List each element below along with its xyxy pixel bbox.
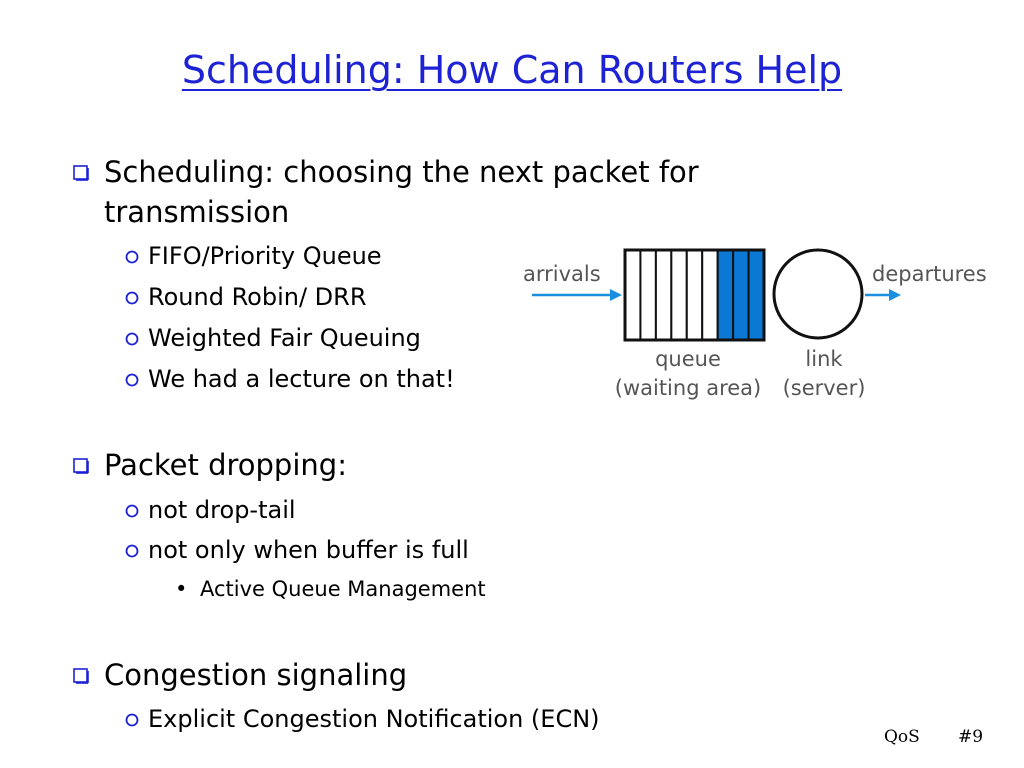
queue-slot-empty — [640, 250, 655, 340]
server-label: (server) — [782, 376, 866, 400]
bullet-scheduling — [104, 152, 699, 192]
subsub-item — [175, 576, 486, 602]
departures-arrow-icon — [865, 289, 901, 301]
bullet-congestion-label: Congestion signaling — [104, 658, 408, 692]
sub-item-label: We had a lecture on that! — [148, 365, 455, 393]
bullet-dropping — [104, 445, 347, 485]
queue-slot-filled — [749, 250, 764, 340]
hollow-circle-bullet-icon — [125, 504, 139, 518]
hollow-circle-bullet-icon — [125, 713, 139, 727]
sub-item-label: Round Robin/ DRR — [148, 283, 367, 311]
sub-item — [148, 704, 600, 734]
sub-item-label: FIFO/Priority Queue — [148, 242, 382, 270]
link-server-circle — [774, 250, 862, 338]
queue-diagram — [510, 238, 1000, 410]
arrivals-arrow-icon — [532, 289, 622, 301]
sub-item — [148, 364, 455, 394]
subsub-item-label: Active Queue Management — [200, 577, 486, 601]
sub-item — [148, 495, 296, 525]
queue-slot-empty — [656, 250, 671, 340]
sub-item-label: Explicit Congestion Notification (ECN) — [148, 705, 600, 733]
hollow-square-bullet-icon — [73, 165, 89, 181]
queue-label: queue — [655, 347, 721, 371]
queue-slot-filled — [718, 250, 733, 340]
waiting-area-label: (waiting area) — [614, 376, 762, 400]
sub-item — [148, 535, 469, 565]
queue-slot-empty — [671, 250, 686, 340]
bullet-scheduling-line1: Scheduling: choosing the next packet for — [104, 155, 699, 189]
hollow-circle-bullet-icon — [125, 544, 139, 558]
sub-item — [148, 282, 367, 312]
hollow-circle-bullet-icon — [125, 373, 139, 387]
slide-number: #9 — [958, 727, 984, 747]
sub-item-label: not drop-tail — [148, 496, 296, 524]
sub-item — [148, 241, 382, 271]
hollow-square-bullet-icon — [73, 668, 89, 684]
footer-label: QoS — [884, 727, 920, 747]
arrivals-label: arrivals — [523, 262, 601, 286]
queue-buffer — [625, 250, 764, 340]
hollow-circle-bullet-icon — [125, 250, 139, 264]
link-label: link — [805, 347, 843, 371]
sub-item — [148, 323, 421, 353]
hollow-circle-bullet-icon — [125, 291, 139, 305]
bullet-congestion — [104, 655, 407, 695]
bullet-dropping-label: Packet dropping: — [104, 448, 347, 482]
sub-item-label: not only when buffer is full — [148, 536, 469, 564]
bullet-scheduling-line2: transmission — [104, 195, 290, 229]
dot-bullet-icon: • — [175, 577, 188, 601]
departures-label: departures — [872, 262, 987, 286]
slide-title: Scheduling: How Can Routers Help — [181, 48, 843, 92]
hollow-square-bullet-icon — [73, 458, 89, 474]
hollow-circle-bullet-icon — [125, 332, 139, 346]
sub-item-label: Weighted Fair Queuing — [148, 324, 421, 352]
queue-slot-empty — [702, 250, 717, 340]
queue-slot-filled — [733, 250, 748, 340]
queue-slot-empty — [625, 250, 640, 340]
queue-slot-empty — [687, 250, 702, 340]
